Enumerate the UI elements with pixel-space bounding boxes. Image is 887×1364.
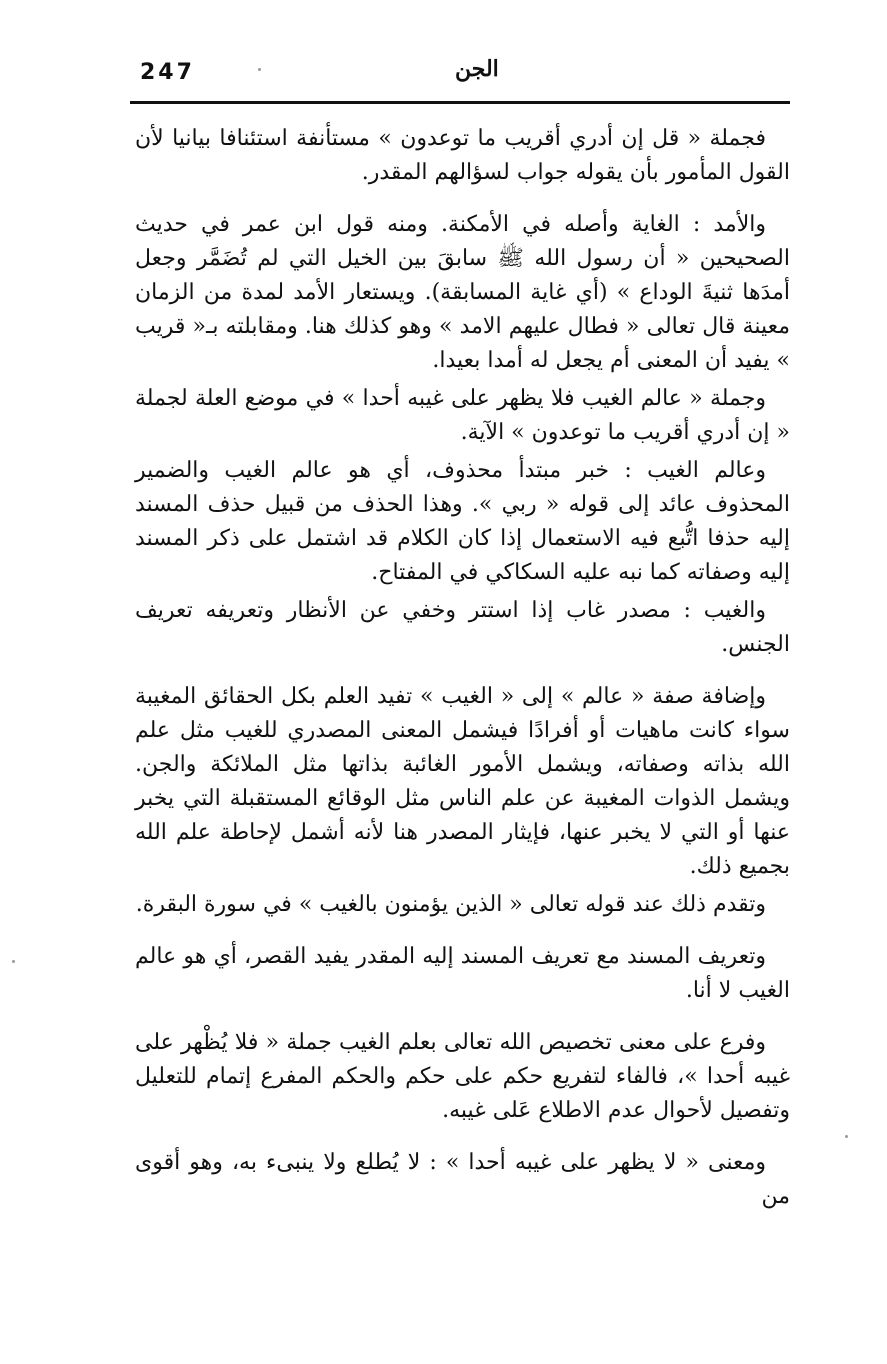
page-number: 247 — [140, 60, 195, 85]
paragraph-4: وعالم الغيب : خبر مبتدأ محذوف، أي هو عالم الغيب والضمير المحذوف عائد إلى قوله « ربي ». وهذا الحذف من قبيل حذف المسند إليه حذفا اتُّبع فيه الاستعمال إذا كان الكلام قد اشتمل على ذكر المسند إليه وصفاته كما نبه عليه السكاكي في المفتاح. — [135, 458, 790, 585]
paragraph-9: وفرع على معنى تخصيص الله تعالى بعلم الغيب جملة « فلا يُظْهر على غيبه أحدا »، فالفاء لتفريع حكم على حكم والحكم المفرع إتمام للتعليل وتفصيل لأحوال عدم الاطلاع عَلى غيبه. — [135, 1030, 790, 1123]
paragraph-5: والغيب : مصدر غاب إذا استتر وخفي عن الأنظار وتعريفه تعريف الجنس. — [135, 598, 790, 657]
paragraph-6: وإضافة صفة « عالم » إلى « الغيب » تفيد العلم بكل الحقائق المغيبة سواء كانت ماهيات أو أفرادًا فيشمل المعنى المصدري للغيب مثل علم الله بذاته وصفاته، ويشمل الأمور الغائبة بذاتها مثل الملائكة والجن. ويشمل الذوات المغيبة عن علم الناس مثل الوقائع المستقبلة التي يخبر عنها أو التي لا يخبر عنها، فإيثار المصدر هنا لأنه أشمل لإحاطة علم الله بجميع ذلك. — [135, 684, 790, 879]
scan-speck — [12, 960, 15, 963]
scan-speck — [845, 1135, 848, 1138]
chapter-title: الجن — [455, 56, 499, 82]
paragraph-8: وتعريف المسند مع تعريف المسند إليه المقدر يفيد القصر، أي هو عالم الغيب لا أنا. — [135, 944, 790, 1003]
paragraph-3: وجملة « عالم الغيب فلا يظهر على غيبه أحدا » في موضع العلة لجملة « إن أدري أقريب ما توعدون » الآية. — [135, 386, 790, 445]
body-text — [135, 122, 790, 1232]
scan-speck — [258, 68, 261, 71]
header-divider — [130, 101, 790, 104]
paragraph-7: وتقدم ذلك عند قوله تعالى « الذين يؤمنون بالغيب » في سورة البقرة. — [135, 892, 766, 917]
paragraph-10: ومعنى « لا يظهر على غيبه أحدا » : لا يُطلع ولا ينبىء به، وهو أقوى من — [135, 1150, 790, 1209]
paragraph-1: فجملة « قل إن أدري أقريب ما توعدون » مستأنفة استئنافا بيانيا لأن القول المأمور بأن يقوله جواب لسؤالهم المقدر. — [135, 126, 790, 185]
running-head — [135, 56, 790, 96]
paragraph-2: والأمد : الغاية وأصله في الأمكنة. ومنه قول ابن عمر في حديث الصحيحين « أن رسول الله ﷺ سابقَ بين الخيل التي لم تُضَمَّر وجعل أمدَها ثنيةَ الوداع » (أي غاية المسابقة). ويستعار الأمد لمدة من الزمان معينة قال تعالى « فطال عليهم الامد » وهو كذلك هنا. ومقابلته بـ« قريب » يفيد أن المعنى أم يجعل له أمدا بعيدا. — [135, 212, 790, 373]
